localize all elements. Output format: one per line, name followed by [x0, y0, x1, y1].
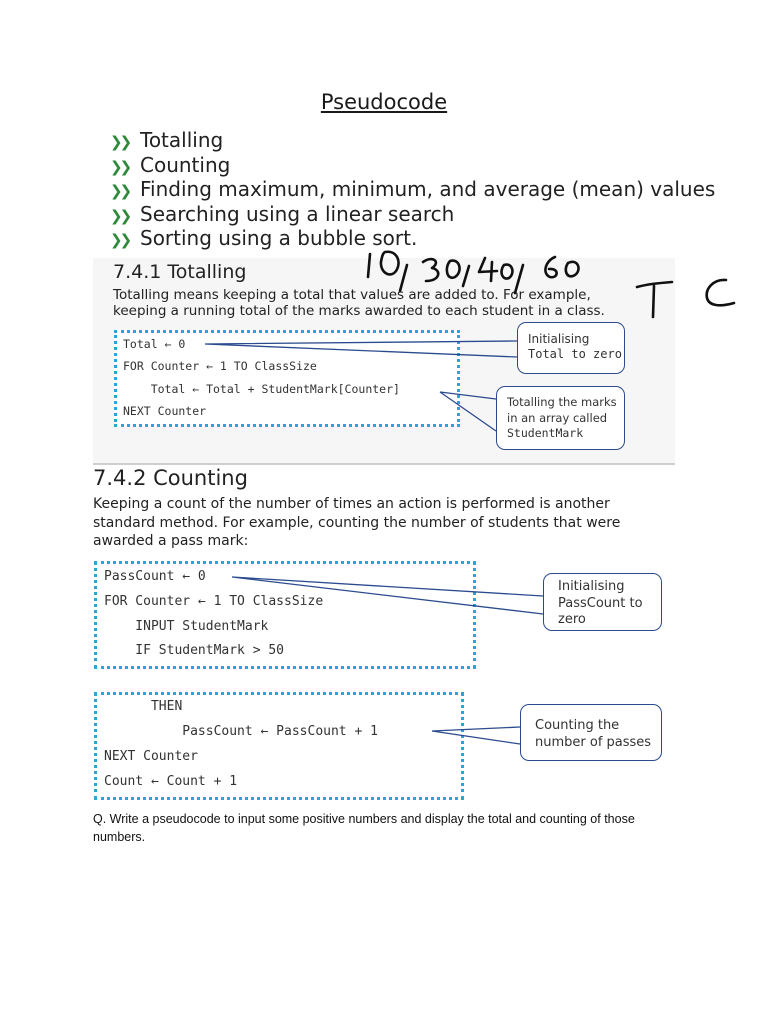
- list-item: ❯❯ Finding maximum, minimum, and average (mean) values: [110, 177, 716, 201]
- section-heading-counting: 7.4.2 Counting: [93, 466, 248, 490]
- list-item: ❯❯ Searching using a linear search: [110, 201, 455, 226]
- page-title: Pseudocode: [320, 90, 448, 114]
- code-line: NEXT Counter: [123, 404, 207, 418]
- callout-initialising-passcount: Initialising PassCount to zero: [543, 573, 662, 631]
- code-line: Count ← Count + 1: [104, 774, 238, 789]
- chevron-right-icon: ❯❯: [110, 231, 130, 249]
- chevron-right-icon: ❯❯: [110, 206, 130, 225]
- chevron-right-icon: ❯❯: [110, 157, 130, 176]
- handwritten-annotation: [368, 252, 734, 317]
- chevron-right-icon: ❯❯: [110, 133, 130, 151]
- list-item: ❯❯ Totalling: [110, 128, 224, 152]
- code-line: FOR Counter ← 1 TO ClassSize: [104, 594, 324, 609]
- callout-counting-passes: Counting the number of passes: [520, 704, 662, 761]
- code-line: IF StudentMark > 50: [104, 643, 285, 658]
- code-line: PassCount ← 0: [104, 569, 206, 584]
- section-heading-totalling: 7.4.1 Totalling: [113, 261, 247, 283]
- list-item: ❯❯ Sorting using a bubble sort.: [110, 226, 418, 250]
- code-line: FOR Counter ← 1 TO ClassSize: [123, 359, 317, 373]
- question-text: Q. Write a pseudocode to input some positive numbers and display the total and counting of those numbers.: [93, 812, 635, 844]
- code-line: THEN: [104, 699, 183, 714]
- code-line: PassCount ← PassCount + 1: [104, 724, 378, 739]
- callout-connectors: [205, 341, 543, 744]
- callout-initialising-total: Initialising Total to zero: [517, 322, 625, 374]
- code-line: Total ← Total + StudentMark[Counter]: [123, 382, 400, 396]
- list-item: ❯❯ Counting: [110, 152, 231, 177]
- chevron-right-icon: ❯❯: [110, 182, 130, 200]
- section-text-counting: Keeping a count of the number of times an action is performed is another standard method. For example, counting the number of students that were awarded a pass mark:: [93, 496, 621, 549]
- code-line: INPUT StudentMark: [104, 619, 269, 634]
- code-line: NEXT Counter: [104, 749, 198, 764]
- callout-totalling-marks: Totalling the marks in an array called StudentMark: [496, 386, 625, 450]
- section-text-totalling: Totalling means keeping a total that values are added to. For example, keeping a running total of the marks awarded to each student in a class.: [113, 287, 605, 319]
- code-line: Total ← 0: [123, 337, 186, 351]
